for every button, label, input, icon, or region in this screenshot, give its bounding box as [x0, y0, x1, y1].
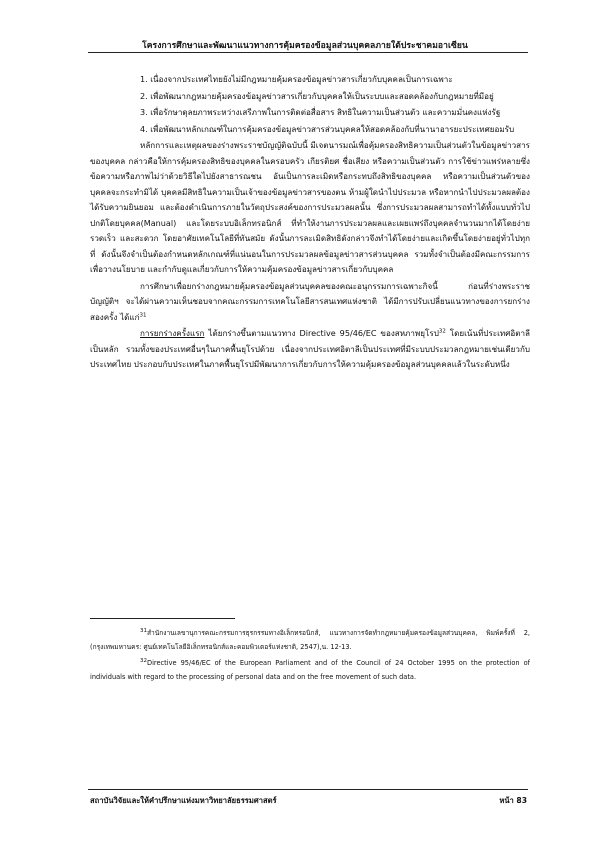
objective-item-2: 2. เพื่อพัฒนากฎหมายคุ้มครองข้อมูลข่าวสารเกี่ยวกับบุคคลให้เป็นระบบและสอดคล้องกับกฎหมายที่มีอยู่	[140, 90, 494, 101]
paragraph-study-text: การศึกษาเพื่อยกร่างกฎหมายคุ้มครองข้อมูลส่วนบุคคลของคณะอนุกรรมการเฉพาะกิจนี้ ก่อนที่ร่างพระราชบัญญัติฯ จะได้ผ่านความเห็นชอบจากคณะกรรมการเทคโนโลยีสารสนเทศแห่งชาติ ได้มีการปรับเปลี่ยนแนวทางของการยกร่างสองครั้ง ได้แก่	[90, 280, 530, 322]
first-draft-text-b: โดยเน้นที่ประเทศอิตาลีเป็นหลัก รวมทั้งของประเทศอื่นๆในภาคพื้นยุโรปด้วย เนื่องจากประเทศอิตาลีเป็นประเทศที่มีระบบประมวลกฎหมายเช่นเดียวกับประเทศไทย ประกอบกับประเทศในภาคพื้นยุโรปมีพัฒนาการเกี่ยวกับการให้ความคุ้มครองข้อมูลส่วนบุคคลแล้วในระดับหนึ่ง	[90, 328, 531, 369]
objective-item-4: 4. เพื่อพัฒนาหลักเกณฑ์ในการคุ้มครองข้อมูลข่าวสารส่วนบุคคลให้สอดคล้องกับที่นานาอารยะประเทศยอมรับ	[140, 123, 515, 134]
body-text	[90, 72, 530, 374]
footnote-mark-32: 32	[140, 657, 147, 664]
footnotes	[90, 626, 530, 686]
first-draft-heading: การยกร่างครั้งแรก	[140, 328, 205, 338]
first-draft-text-a: ได้ยกร่างขึ้นตามแนวทาง Directive 95/46/EC ของสหภาพยุโรป	[204, 328, 439, 338]
footnote-text-31: สำนักงานเลขานุการคณะกรรมการธุรกรรมทางอิเล็กทรอนิกส์, แนวทางการจัดทำกฎหมายคุ้มครองข้อมูลส่วนบุคคล, พิมพ์ครั้งที่ 2, (กรุงเทพมหานคร: ศูนย์เทคโนโลยีอิเล็กทรอนิกส์และคอมพิวเตอร์แห่งชาติ, 2547),น. 12-13.	[90, 629, 530, 651]
paragraph-first-draft	[90, 326, 530, 373]
header-divider	[88, 52, 528, 53]
footnote-32	[90, 656, 530, 684]
paragraph-principles: หลักการและเหตุผลของร่างพระราชบัญญัติฉบับนี้ มีเจตนารมณ์เพื่อคุ้มครองสิทธิความเป็นส่วนตัวในข้อมูลข่าวสารของบุคคล กล่าวคือให้การคุ้มครองสิทธิของบุคคลในครอบครัว เกียรติยศ ชื่อเสียง หรือความเป็นส่วนตัว การใช้ข่าวแพร่หลายซึ่งข้อความหรือภาพไม่ว่าด้วยวิธีใดไปยังสาธารณชน อันเป็นการละเมิดหรือกระทบถึงสิทธิของบุคคล หรือความเป็นส่วนตัวของบุคคลจะกระทำมิได้ บุคคลมีสิทธิในความเป็นเจ้าของข้อมูลข่าวสารของตน ห้ามผู้ใดนำไปประมวล หรือหากนำไปประมวลผลต้องได้รับความยินยอม และต้องดำเนินการภายในวัตถุประสงค์ของการประมวลผลนั้น ซึ่งการประมวลผลสามารถทำได้ทั้งแบบทั่วไปปกติโดยบุคคล(Manual) และโดยระบบอิเล็กทรอนิกส์ ที่ทำให้งานการประมวลผลและเผยแพร่ถึงบุคคลจำนวนมากได้โดยง่าย รวดเร็ว และสะดวก โดยอาศัยเทคโนโลยีที่ทันสมัย ดังนั้นการละเมิดสิทธิดังกล่าวจึงทำได้โดยง่ายและเกิดขึ้นโดยง่ายอยู่ทั่วไปทุกที่ ดังนั้นจึงจำเป็นต้องกำหนดหลักเกณฑ์ที่แน่นอนในการประมวลผลข้อมูลข่าวสารส่วนบุคคล รวมทั้งจำเป็นต้องมีคณะกรรมการเพื่อวางนโยบาย และกำกับดูแลเกี่ยวกับการให้ความคุ้มครองข้อมูลข่าวสารเกี่ยวกับบุคคล	[90, 140, 530, 274]
running-header: โครงการศึกษาและพัฒนาแนวทางการคุ้มครองข้อมูลส่วนบุคคลภายใต้ประชาคมอาเซียน	[142, 41, 468, 51]
page-number: หน้า 83	[499, 796, 527, 805]
paragraph-study	[90, 279, 530, 326]
footnote-31	[90, 626, 530, 654]
footer-divider	[88, 789, 528, 790]
footnote-mark-31: 31	[140, 627, 147, 634]
objective-item-3: 3. เพื่อรักษาดุลยภาพระหว่างเสรีภาพในการติดต่อสื่อสาร สิทธิในความเป็นส่วนตัว และความมั่นคงแห่งรัฐ	[140, 107, 501, 117]
footer-institution: สถาบันวิจัยและให้คำปรึกษาแห่งมหาวิทยาลัยธรรมศาสตร์	[90, 796, 277, 805]
footnote-text-32: Directive 95/46/EC of the European Parliament and of the Council of 24 October 1995 on the protection of individuals with regard to the processing of personal data and on the free movement of such data.	[90, 659, 530, 681]
objective-item-1: 1. เนื่องจากประเทศไทยยังไม่มีกฎหมายคุ้มครองข้อมูลข่าวสารเกี่ยวกับบุคคลเป็นการเฉพาะ	[140, 74, 453, 84]
footnote-ref-31: 31	[139, 311, 147, 318]
footnote-divider	[90, 618, 235, 619]
footnote-ref-32: 32	[438, 328, 446, 335]
